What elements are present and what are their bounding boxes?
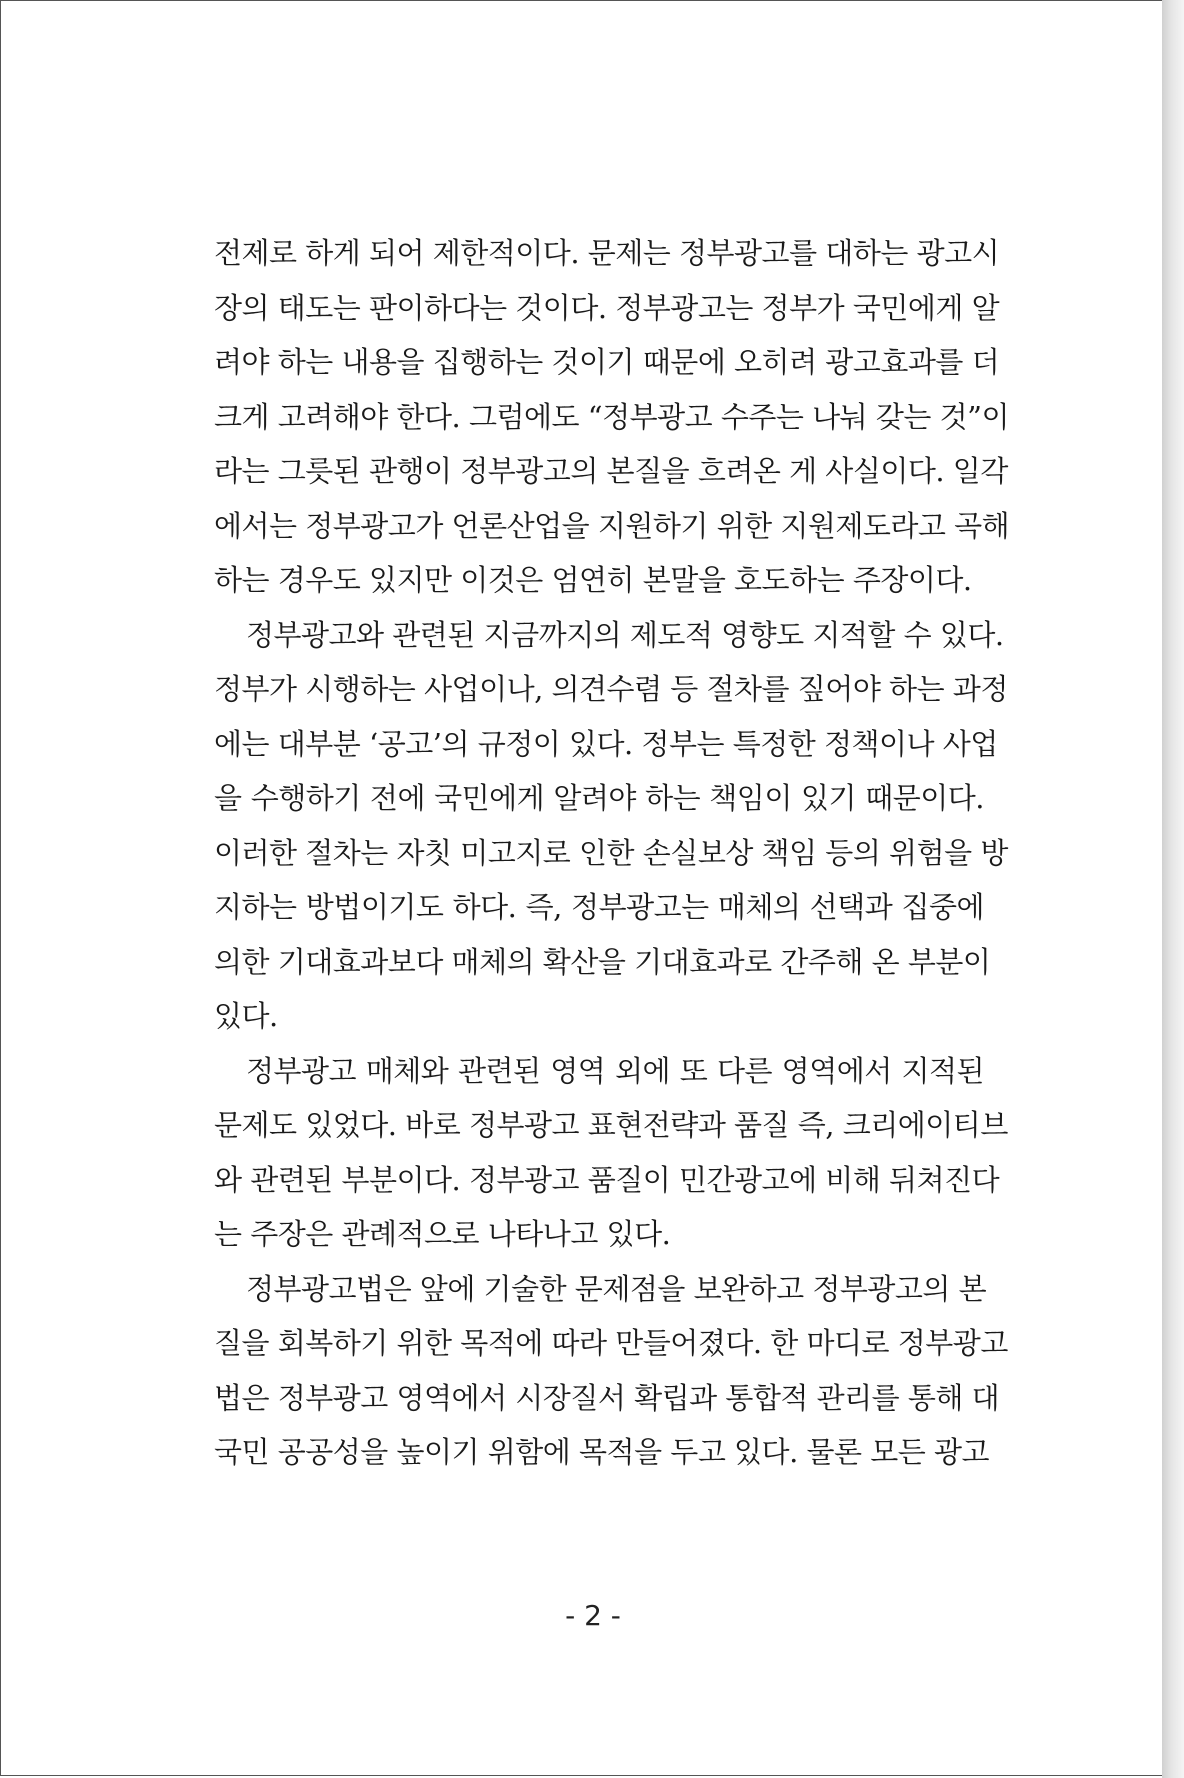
text-line: 장의 태도는 판이하다는 것이다. 정부광고는 정부가 국민에게 알 (214, 290, 1000, 325)
text-line: 지하는 방법이기도 하다. 즉, 정부광고는 매체의 선택과 집중에 (214, 890, 984, 924)
paragraph-2 (214, 608, 1008, 1044)
text-line: 와 관련된 부분이다. 정부광고 품질이 민간광고에 비해 뒤쳐진다 (214, 1162, 1000, 1197)
text-line: 는 주장은 관례적으로 나타나고 있다. (214, 1217, 671, 1251)
paragraph-3 (214, 1044, 1008, 1262)
text-line: 에는 대부분 ‘공고’의 규정이 있다. 정부는 특정한 정책이나 사업 (214, 726, 998, 761)
text-line: 있다. (214, 999, 278, 1033)
text-line: 문제도 있었다. 바로 정부광고 표현전략과 품질 즉, 크리에이티브 (214, 1108, 1008, 1142)
paragraph-1 (214, 226, 1010, 608)
text-line: 정부광고와 관련된 지금까지의 제도적 영향도 지적할 수 있다. (246, 617, 1004, 652)
page-number: - 2 - (565, 1599, 621, 1632)
text-line: 크게 고려해야 한다. 그럼에도 “정부광고 수주는 나눠 갖는 것”이 (214, 399, 1009, 434)
text-line: 전제로 하게 되어 제한적이다. 문제는 정부광고를 대하는 광고시 (214, 236, 1000, 270)
body-text (214, 226, 1010, 1480)
text-line: 라는 그릇된 관행이 정부광고의 본질을 흐려온 게 사실이다. 일각 (214, 454, 1008, 488)
paragraph-4 (214, 1262, 1008, 1480)
text-line: 의한 기대효과보다 매체의 확산을 기대효과로 간주해 온 부분이 (214, 944, 991, 979)
text-line: 려야 하는 내용을 집행하는 것이기 때문에 오히려 광고효과를 더 (214, 345, 1000, 379)
text-line: 정부가 시행하는 사업이나, 의견수렴 등 절차를 짚어야 하는 과정 (214, 672, 1008, 706)
text-line: 이러한 절차는 자칫 미고지로 인한 손실보상 책임 등의 위험을 방 (214, 835, 1008, 870)
text-line: 법은 정부광고 영역에서 시장질서 확립과 통합적 관리를 통해 대 (214, 1380, 1000, 1415)
text-line: 질을 회복하기 위한 목적에 따라 만들어졌다. 한 마디로 정부광고 (214, 1326, 1008, 1360)
text-line: 국민 공공성을 높이기 위함에 목적을 두고 있다. 물론 모든 광고 (214, 1435, 990, 1469)
text-line: 정부광고법은 앞에 기술한 문제점을 보완하고 정부광고의 본 (246, 1271, 987, 1306)
text-line: 에서는 정부광고가 언론산업을 지원하기 위한 지원제도라고 곡해 (214, 508, 1010, 543)
text-line: 하는 경우도 있지만 이것은 엄연히 본말을 호도하는 주장이다. (214, 563, 972, 597)
page-edge-shadow (1162, 0, 1184, 1778)
text-line: 정부광고 매체와 관련된 영역 외에 또 다른 영역에서 지적된 (246, 1053, 984, 1088)
text-line: 을 수행하기 전에 국민에게 알려야 하는 책임이 있기 때문이다. (214, 781, 984, 815)
